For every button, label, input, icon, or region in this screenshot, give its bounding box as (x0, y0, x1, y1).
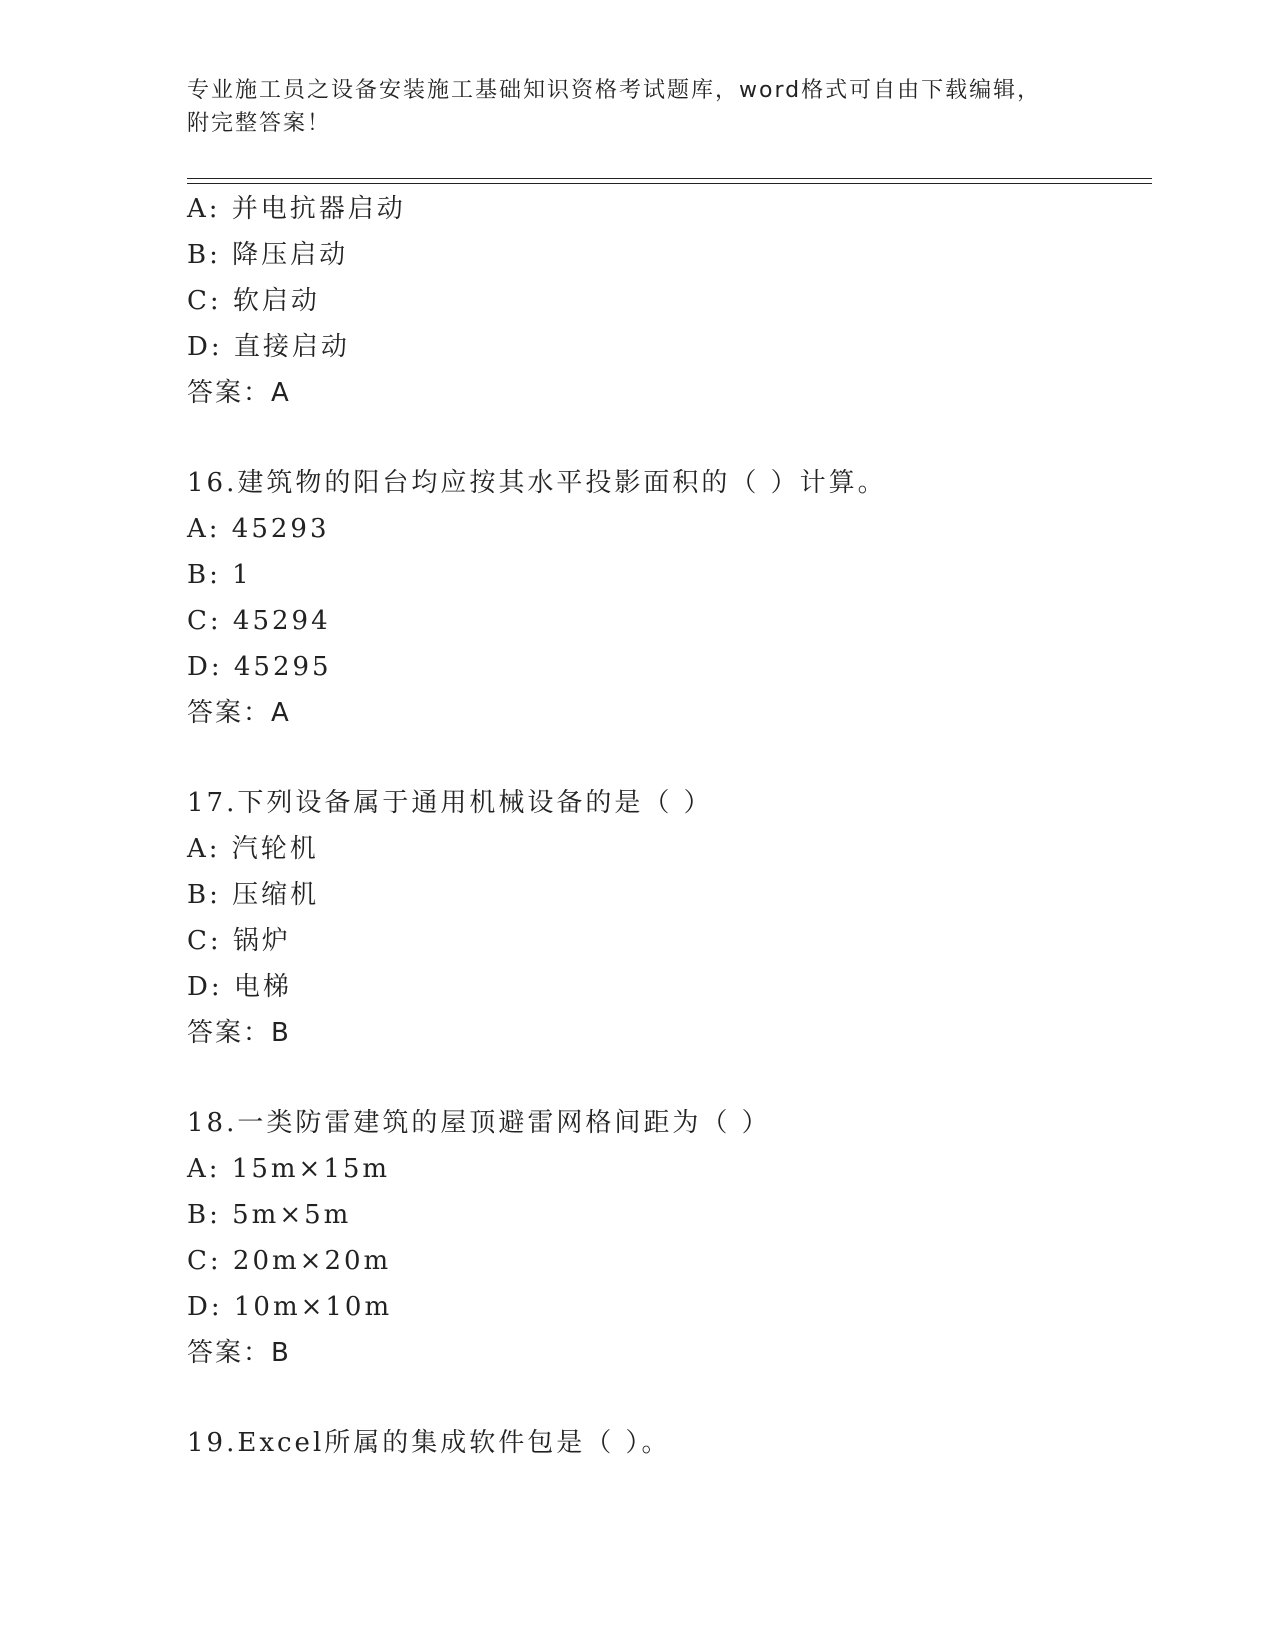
option-b: B: 压缩机 (187, 880, 320, 910)
question-text: 17.下列设备属于通用机械设备的是（ ） (187, 788, 713, 818)
question-block-17 (187, 780, 1147, 1056)
option-d: D: 10m×10m (187, 1292, 393, 1322)
option-a: A: 并电抗器启动 (187, 194, 406, 224)
spacer (187, 416, 1147, 460)
question-block-18 (187, 1100, 1147, 1376)
option-a: A: 汽轮机 (187, 834, 319, 864)
question-list (187, 186, 1147, 1466)
option-b: B: 降压启动 (187, 240, 349, 270)
answer-line: 答案：B (187, 1338, 291, 1368)
header-title-line-1: 专业施工员之设备安装施工基础知识资格考试题库，word格式可自由下载编辑， (187, 78, 1042, 103)
question-block-19 (187, 1420, 1147, 1466)
question-block-16 (187, 460, 1147, 736)
question-text: 18.一类防雷建筑的屋顶避雷网格间距为（ ） (187, 1108, 771, 1138)
spacer (187, 736, 1147, 780)
option-b: B: 1 (187, 560, 252, 590)
option-c: C: 锅炉 (187, 926, 291, 956)
option-b: B: 5m×5m (187, 1200, 352, 1230)
option-c: C: 20m×20m (187, 1246, 392, 1276)
option-d: D: 电梯 (187, 972, 292, 1002)
option-a: A: 45293 (187, 514, 330, 544)
question-block-15 (187, 186, 1147, 416)
question-text: 16.建筑物的阳台均应按其水平投影面积的（ ）计算。 (187, 468, 887, 498)
question-text: 19.Excel所属的集成软件包是（ ）。 (187, 1428, 671, 1458)
option-c: C: 软启动 (187, 286, 320, 316)
answer-line: 答案：A (187, 378, 291, 408)
spacer (187, 1376, 1147, 1420)
option-a: A: 15m×15m (187, 1154, 391, 1184)
option-d: D: 直接启动 (187, 332, 350, 362)
document-header (187, 74, 1087, 140)
option-c: C: 45294 (187, 606, 331, 636)
option-d: D: 45295 (187, 652, 332, 682)
answer-line: 答案：A (187, 698, 291, 728)
spacer (187, 1056, 1147, 1100)
answer-line: 答案：B (187, 1018, 291, 1048)
header-divider (187, 178, 1152, 184)
header-title-line-2: 附完整答案！ (187, 111, 332, 136)
